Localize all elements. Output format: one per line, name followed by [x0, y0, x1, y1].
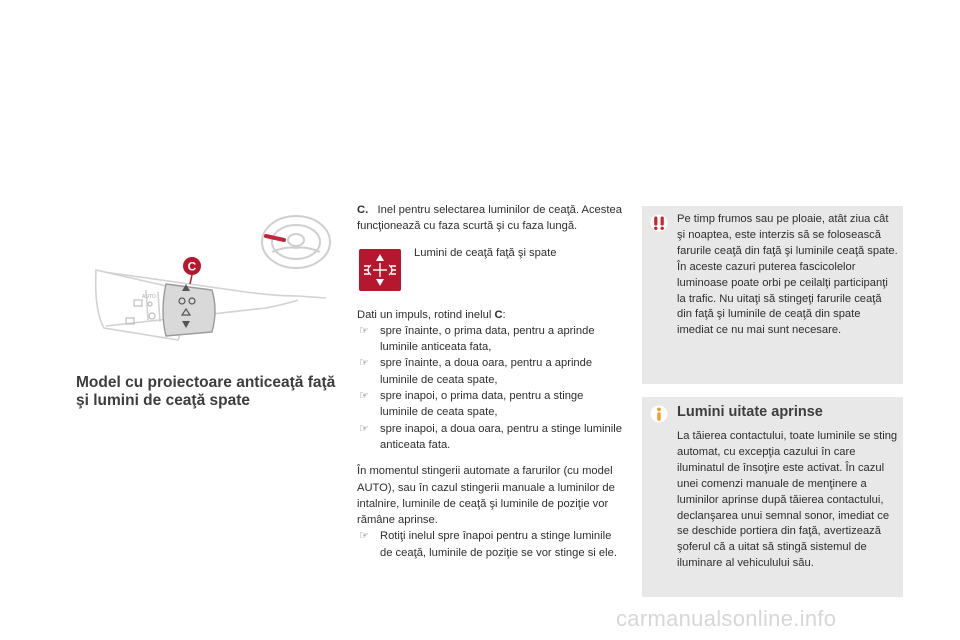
auto-mark: AUTO — [142, 294, 156, 300]
warning-note — [642, 206, 903, 384]
watermark: carmanualsonline.info — [616, 606, 837, 631]
list-item — [357, 355, 622, 388]
list-item — [357, 388, 622, 421]
c-description — [357, 202, 622, 235]
list-item — [357, 528, 622, 561]
section-title: Model cu proiectoare anticeaţă faţă şi lumini de ceaţă spate — [76, 374, 336, 409]
c-desc-text: Inel pentru selectarea luminilor de ceaţă. Acestea funcţionează cu faza scurtă şi cu faza lungă. — [357, 204, 622, 233]
info-note — [642, 397, 903, 597]
callout-c-letter: C — [187, 259, 197, 274]
impulse-intro — [357, 307, 622, 323]
list-item — [357, 323, 622, 356]
light-stalk-illustration — [86, 200, 356, 360]
auto-paragraph: În momentul stingerii automate a farurilor (cu model AUTO), sau în cazul stingerii manuale a luminilor de intalnire, luminile de ceaţă şi luminile de poziţie vor rămâne aprinse. — [357, 465, 615, 527]
pointer-icon: ☞ — [359, 530, 369, 543]
list-item — [357, 421, 622, 454]
impulse-ref: C — [494, 308, 503, 321]
step-text: spre inapoi, o prima data, pentru a stinge luminile de ceata spate, — [380, 390, 584, 419]
impulse-text: Dati un impuls, rotind inelul — [357, 308, 492, 321]
c-label: C. — [357, 204, 369, 216]
step-text: Rotiţi inelul spre înapoi pentru a stinge luminile de ceaţă, luminile de poziţie se vor stinge si ele. — [380, 530, 617, 559]
warning-text — [677, 212, 899, 339]
warning-icon — [650, 214, 668, 232]
pointer-icon: ☞ — [359, 324, 369, 337]
warning-paragraph: Pe timp frumos sau pe ploaie, atât ziua cât şi noaptea, este interzis să se folosească farurile ceaţă din faţă şi luminile ceaţă spate. În aceste cazuri puterea fascicolelor luminoase poate orbi pe ceilalţi participanţi la trafic. Nu uitaţi să stingeţi farurile ceaţă din faţă şi luminile de ceaţă din spate imediat ce nu mai sunt necesare. — [677, 213, 898, 337]
pointer-icon: ☞ — [359, 422, 369, 435]
step-text: spre înainte, a doua oara, pentru a aprinde luminile de ceata spate, — [380, 357, 593, 386]
info-paragraph: La tăierea contactului, toate luminile se sting automat, cu excepţia cazului în care iluminatul de însoţire este activat. În cazul unei comenzi manuale de menţinere a luminilor aprinse după tăierea contactului, declanşarea unui semnal sonor, imediat ce se deschide portiera din faţă, avertizează şoferul că a uitat să stingă sistemul de iluminare al vehiculului său. — [677, 430, 898, 570]
pointer-icon: ☞ — [359, 390, 369, 403]
fog-lights-label: Lumini de ceaţă faţă şi spate — [414, 246, 557, 259]
impulse-colon: : — [502, 308, 506, 321]
pointer-icon: ☞ — [359, 357, 369, 370]
stalk-drawing — [86, 200, 356, 360]
steps-list — [357, 323, 622, 453]
instructions-column — [357, 202, 622, 561]
fog-lights-icon — [359, 249, 401, 291]
step-text: spre inapoi, a doua oara, pentru a stinge luminile anticeata fata. — [380, 422, 622, 451]
info-icon — [650, 405, 668, 423]
fog-lights-row — [357, 245, 622, 291]
info-title: Lumini uitate aprinse — [677, 404, 823, 420]
final-steps-list — [357, 528, 622, 561]
info-text — [677, 429, 899, 572]
step-text: spre înainte, o prima data, pentru a aprinde luminile anticeata fata, — [380, 324, 595, 354]
